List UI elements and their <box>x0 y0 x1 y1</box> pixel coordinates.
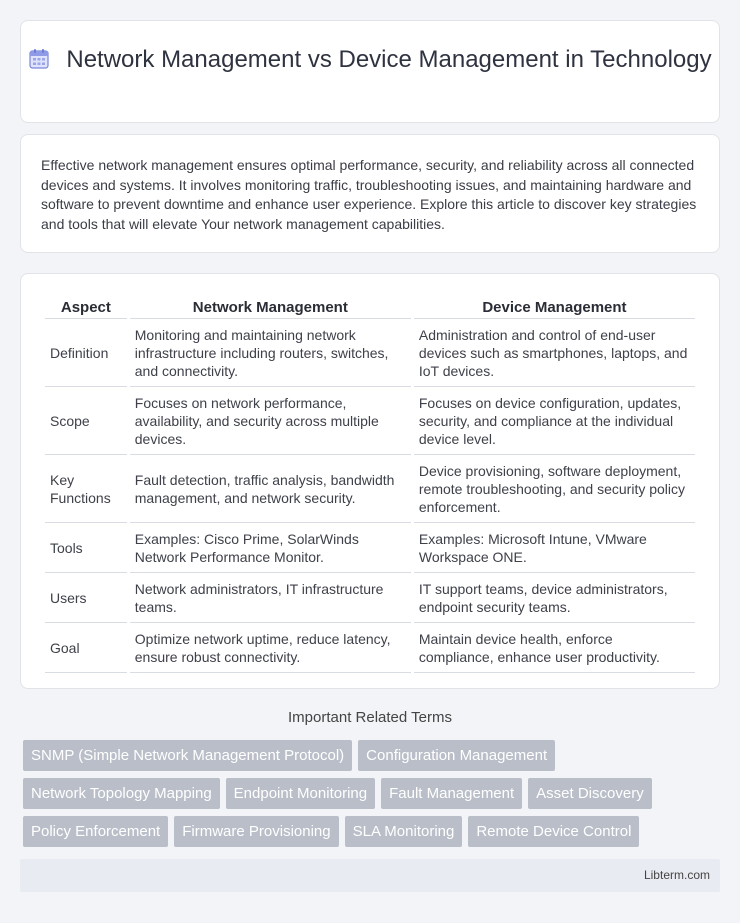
device-cell: Examples: Microsoft Intune, VMware Workspace ONE. <box>414 523 695 573</box>
network-cell: Focuses on network performance, availability, and security across multiple devices. <box>130 387 411 455</box>
intro-paragraph: Effective network management ensures optimal performance, security, and reliability across all connected devices and systems. It involves monitoring traffic, troubleshooting issues, and maintaining hardware and software to prevent downtime and enhance user experience. Explore this article to discover key strategies and tools that will elevate Your network management capabilities. <box>41 157 697 232</box>
tag-remote-device-control[interactable]: Remote Device Control <box>468 816 639 847</box>
table-header-row <box>45 295 695 319</box>
device-cell: IT support teams, device administrators, endpoint security teams. <box>414 573 695 623</box>
title-card <box>20 20 720 123</box>
tag-network-topology-mapping[interactable]: Network Topology Mapping <box>23 778 220 809</box>
header-device-management: Device Management <box>414 295 695 319</box>
tag-row <box>23 740 723 771</box>
table-row <box>45 573 695 623</box>
header-aspect: Aspect <box>45 295 127 319</box>
network-cell: Optimize network uptime, reduce latency, ensure robust connectivity. <box>130 623 411 673</box>
network-cell: Monitoring and maintaining network infrastructure including routers, switches, and connectivity. <box>130 319 411 387</box>
aspect-cell: Scope <box>45 387 127 455</box>
tag-sla-monitoring[interactable]: SLA Monitoring <box>345 816 463 847</box>
tag-configuration-management[interactable]: Configuration Management <box>358 740 555 771</box>
calendar-icon <box>28 48 50 70</box>
page-title-text: Network Management vs Device Management in Technology <box>66 46 712 73</box>
aspect-cell: Definition <box>45 319 127 387</box>
related-terms-heading: Important Related Terms <box>288 709 452 726</box>
intro-card <box>20 134 720 253</box>
aspect-cell: Key Functions <box>45 455 127 523</box>
comparison-table <box>42 295 698 673</box>
device-cell: Administration and control of end-user devices such as smartphones, laptops, and IoT devices. <box>414 319 695 387</box>
page-title <box>21 45 719 74</box>
device-cell: Maintain device health, enforce compliance, enhance user productivity. <box>414 623 695 673</box>
aspect-cell: Tools <box>45 523 127 573</box>
comparison-table-card <box>20 273 720 689</box>
tag-fault-management[interactable]: Fault Management <box>381 778 522 809</box>
tag-asset-discovery[interactable]: Asset Discovery <box>528 778 652 809</box>
tag-snmp[interactable]: SNMP (Simple Network Management Protocol) <box>23 740 352 771</box>
network-cell: Network administrators, IT infrastructure teams. <box>130 573 411 623</box>
tag-firmware-provisioning[interactable]: Firmware Provisioning <box>174 816 338 847</box>
tag-policy-enforcement[interactable]: Policy Enforcement <box>23 816 168 847</box>
footer <box>20 859 720 892</box>
footer-site-link[interactable]: Libterm.com <box>643 868 710 882</box>
table-row <box>45 523 695 573</box>
header-network-management: Network Management <box>130 295 411 319</box>
tag-row <box>23 778 723 809</box>
table-row <box>45 623 695 673</box>
related-terms-list <box>23 740 723 854</box>
table-row <box>45 387 695 455</box>
tag-row <box>23 816 723 847</box>
network-cell: Examples: Cisco Prime, SolarWinds Network Performance Monitor. <box>130 523 411 573</box>
table-row <box>45 455 695 523</box>
device-cell: Device provisioning, software deployment, remote troubleshooting, and security policy enforcement. <box>414 455 695 523</box>
device-cell: Focuses on device configuration, updates, security, and compliance at the individual device level. <box>414 387 695 455</box>
table-row <box>45 319 695 387</box>
aspect-cell: Goal <box>45 623 127 673</box>
network-cell: Fault detection, traffic analysis, bandwidth management, and network security. <box>130 455 411 523</box>
tag-endpoint-monitoring[interactable]: Endpoint Monitoring <box>226 778 375 809</box>
aspect-cell: Users <box>45 573 127 623</box>
